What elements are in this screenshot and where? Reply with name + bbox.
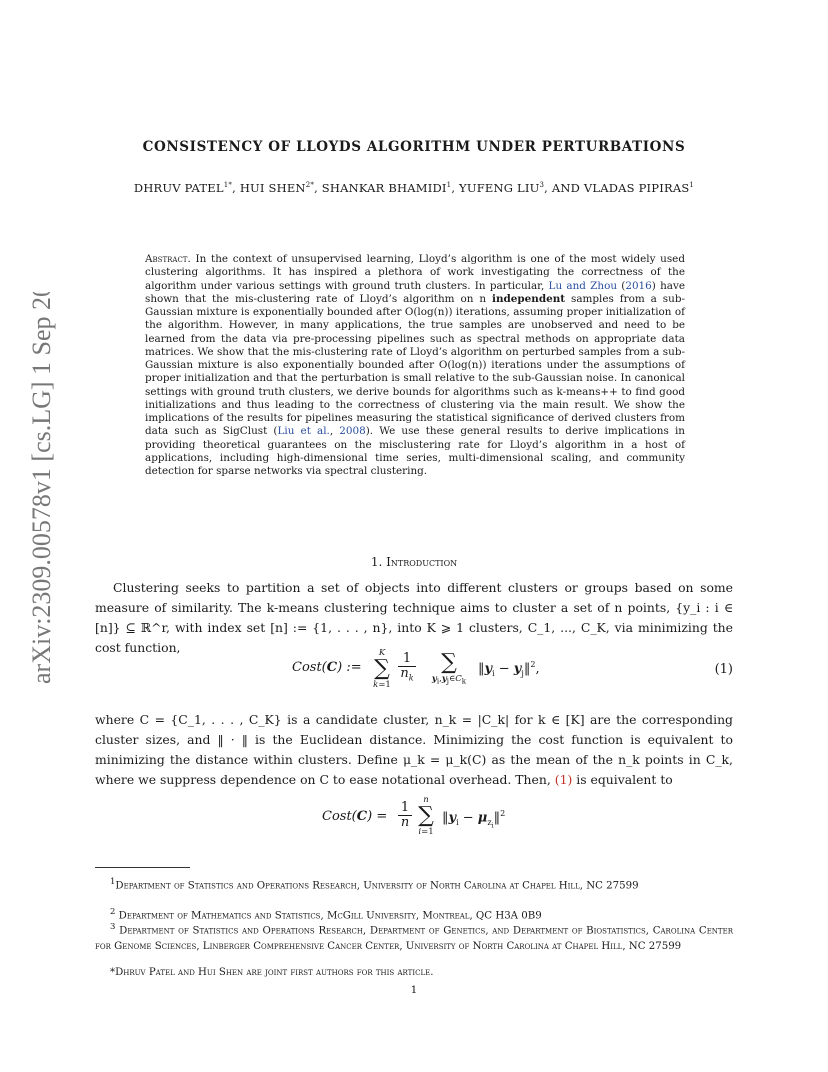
- footnote-text: Department of Mathematics and Statistics, McGill University, Montreal, QC H3A 0B9: [118, 910, 542, 922]
- abstract-text: In the context of unsupervised learning, Lloyd’s algorithm is one of the most widely used clustering algorithms. It has inspired a plethora of work investigating the correctness of the algorithm under various settings with ground truth clusters. In particular,: [145, 253, 685, 292]
- footnote: [95, 875, 733, 894]
- author: YUFENG LIU: [459, 181, 540, 195]
- intro-text: is equivalent to: [576, 772, 673, 787]
- citation-link[interactable]: Lu and Zhou: [548, 279, 618, 292]
- footnote-divider: [95, 867, 190, 868]
- paper-title: CONSISTENCY OF LLOYDS ALGORITHM UNDER PERTURBATIONS: [142, 139, 686, 155]
- section-heading: [0, 555, 828, 569]
- footnote: [95, 920, 733, 954]
- footnote-text: Dhruv Patel and Hui Shen are joint first authors for this article.: [115, 967, 434, 978]
- section-title: Introduction: [386, 555, 458, 569]
- author-mark: 1*: [223, 181, 233, 190]
- author-mark: 1: [446, 181, 452, 190]
- citation-year-link[interactable]: 2016: [625, 279, 652, 292]
- intro-paragraph: [95, 710, 733, 790]
- abstract-text: have shown that the mis-clustering rate of Lloyd’s algorithm on n: [145, 279, 685, 305]
- citation-year-link[interactable]: 2008: [339, 425, 366, 438]
- equation-2: Cost(C) = 1 n n ∑ i=1 $‖y_i$ − $\mu_{z_i}‖^2$: [322, 795, 506, 837]
- abstract-text: samples from a sub-Gaussian mixture is exponentially bounded after O(log(n)) iterations, assuming proper initialization of the algorithm. However, in many applications, the true samples are unobserved and need to be learned from the data via pre-processing pipelines such as spectral methods on appropriate data matrices. We show that the mis-clustering rate of Lloyd’s algorithm on perturbed samples from a sub-Gaussian mixture is also exponentially bounded after O(log(n)) iterations under the assumptions of proper initialization and that the perturbation is small relative to the sub-Gaussian noise. In canonical settings with ground truth clusters, we derive bounds for algorithms such as k-means++ to find good initializations and thus leading to the correctness of clustering via the main result. We show the implications of the results for pipelines measuring the statistical significance of derived clusters from data such as SigClust (: [145, 292, 685, 438]
- equation-reference-link[interactable]: (1): [554, 772, 573, 787]
- intro-paragraph: Clustering seeks to partition a set of objects into different clusters or groups based on some measure of similarity. The k-means clustering technique aims to cluster a set of n points, {y_i : i ∈ [n]} ⊆ ℝ^r, with index set [n] := {1, . . . , n}, into K ⩾ 1 clusters, C_1, ..., C_K, via minimizing the cost function,: [95, 580, 733, 655]
- arxiv-identifier: [22, 292, 62, 692]
- abstract-text: ). We use these general results to derive implications in providing theoretical guarantees on the misclustering rate for Lloyd’s algorithm in a host of applications, including high-dimensional time series, multi-dimensional scaling, and community detection for sparse networks via spectral clustering.: [145, 425, 685, 477]
- abstract-label: Abstract.: [145, 253, 191, 265]
- author: SHANKAR BHAMIDI: [321, 181, 447, 195]
- footnote-text: Department of Statistics and Operations Research, University of North Carolina at Chapel Hill, NC 27599: [115, 880, 639, 892]
- equation-1: Cost(C) := K ∑ k=1 1 $n_k$ ∑ $y_i,y_j\in C_k$ $‖y_i$ − $y_j‖^2$,: [292, 648, 540, 690]
- arxiv-id-text: arXiv:2309.00578v1 [cs.LG] 1 Sep 2023: [27, 292, 56, 684]
- footnote-mark: *: [110, 967, 116, 978]
- footnote-mark: 1: [110, 877, 116, 887]
- author-list: DHRUV $PATEL^{1*}$, HUI $SHEN^{2*}$, SHANKAR BHAMIDI$^1$, YUFENG LIU$^3$, AND VLADAS PIPIRAS$^1$: [133, 181, 695, 195]
- intro-text: where C = {C_1, . . . , C_K} is a candidate cluster, n_k = |C_k| for k ∈ [K] are the corresponding cluster sizes, and ‖ · ‖ is the Euclidean distance. Minimizing the cost function is equivalent to minimizing the distance within clusters. Define μ_k = μ_k(C) as the mean of the n_k points in C_k, where we suppress dependence on C to ease notational overhead. Then,: [95, 712, 733, 787]
- abstract-bold-word: independent: [492, 292, 566, 305]
- author: VLADAS PIPIRAS: [583, 181, 690, 195]
- author-mark: 1: [689, 181, 695, 190]
- author-mark: 3: [539, 181, 545, 190]
- footnote-text: Department of Statistics and Operations Research, Department of Genetics, and Department of Biostatistics, Carolina Center for Genome Sciences, Linberger Comprehensive Cancer Center, University of North Carolina at Chapel Hill, NC 27599: [95, 925, 733, 952]
- abstract: Abstract. In the context of unsupervised learning, Lloyd’s algorithm is one of the most widely used clustering algorithms. It has inspired a plethora of work investigating the correctness of the algorithm under various settings with ground truth clusters. In particular, Lu and Zhou (2016) have shown that the mis-clustering rate of Lloyd’s algorithm on n independent samples from a sub-Gaussian mixture is exponentially bounded after O(log(n)) iterations, assuming proper initialization of the algorithm. However, in many applications, the true samples are unobserved and need to be learned from the data via pre-processing pipelines such as spectral methods on appropriate data matrices. We show that the mis-clustering rate of Lloyd’s algorithm on perturbed samples from a sub-Gaussian mixture is also exponentially bounded after O(log(n)) iterations under the assumptions of proper initialization and that the perturbation is small relative to the sub-Gaussian noise. In canonical settings with ground truth clusters, we derive bounds for algorithms such as k-means++ to find good initializations and thus leading to the correctness of clustering via the main result. We show the implications of the results for pipelines measuring the statistical significance of derived clusters from data such as SigClust (Liu et al., 2008). We use these general results to derive implications in providing theoretical guarantees on the misclustering rate for Lloyd’s algorithm in a host of applications, including high-dimensional time series, multi-dimensional scaling, and community detection for sparse networks via spectral clustering.: [145, 253, 685, 477]
- citation-link[interactable]: Liu et al.: [277, 425, 330, 438]
- footnote-mark: 2: [110, 907, 116, 917]
- equation-number: (1): [714, 662, 733, 677]
- author-mark: 2*: [305, 181, 315, 190]
- section-number: 1.: [370, 555, 383, 569]
- footnote-mark: 3: [110, 922, 116, 932]
- footnote: [95, 965, 733, 980]
- page-number: 1: [410, 984, 418, 996]
- author: HUI SHEN: [239, 181, 306, 195]
- author: DHRUV PATEL: [133, 181, 224, 195]
